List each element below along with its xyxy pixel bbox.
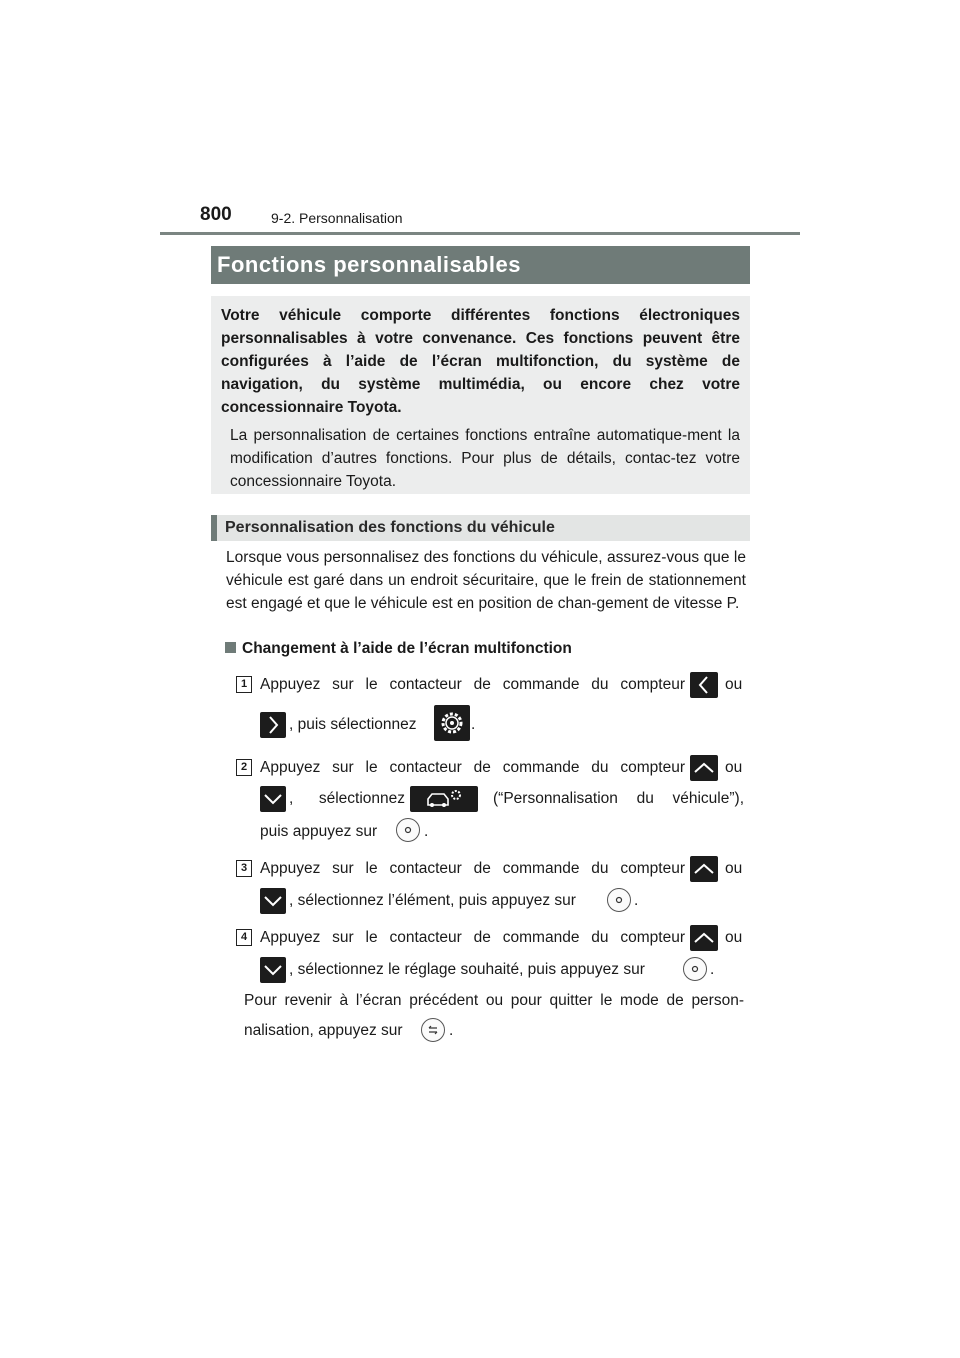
ok-button-icon [607, 888, 631, 912]
header-rule [160, 232, 800, 235]
intro-note: La personnalisation de certaines fonctions entraîne automatique-ment la modification d’autres fonctions. Pour plus de détails, contac-tez votre concessionnaire Toyota. [230, 427, 740, 490]
chevron-down-icon [260, 957, 286, 983]
intro-paragraph: Lorsque vous personnalisez des fonctions du véhicule, assurez-vous que le véhicule est garé dans un endroit sécuritaire, que le frein de stationnement est engagé et que le véhicule est en position de chan-gement de vitesse P. [226, 549, 746, 612]
step-or: ou [725, 860, 743, 877]
method-heading-text: Changement à l’aide de l’écran multifonction [242, 640, 572, 657]
intro-text: Votre véhicule comporte différentes fonctions électroniques personnalisables à votre convenance. Ces fonctions peuvent être configurées à l’aide de l’écran multifonction, du système de navigation, du système multimédia, ou encore chez votre concessionnaire Toyota. [221, 307, 740, 416]
chevron-down-icon [260, 786, 286, 812]
return-note: nalisation, appuyez sur [244, 1022, 403, 1039]
ok-button-icon [396, 818, 420, 842]
subheading: Personnalisation des fonctions du véhicule [211, 515, 750, 541]
vehicle-settings-icon [410, 786, 478, 812]
step-number: 4 [236, 929, 252, 946]
chevron-up-icon [690, 925, 718, 951]
page-number: 800 [200, 204, 232, 225]
settings-gear-icon [434, 705, 470, 741]
step-text: Appuyez sur le contacteur de commande du compteur [260, 860, 685, 877]
step-end: . [710, 961, 715, 978]
step-end: . [471, 716, 476, 733]
step-text: puis appuyez sur [260, 823, 378, 840]
step-end: . [634, 892, 639, 909]
step-text: Appuyez sur le contacteur de commande du compteur [260, 676, 685, 693]
step-end: . [424, 823, 429, 840]
step-number: 2 [236, 759, 252, 776]
step-text: Appuyez sur le contacteur de commande du compteur [260, 759, 685, 776]
step-or: ou [725, 759, 743, 776]
section-label: 9-2. Personnalisation [271, 210, 403, 226]
chevron-down-icon [260, 888, 286, 914]
step-number: 1 [236, 676, 252, 693]
step-text: , sélectionnez l’élément, puis appuyez sur [289, 892, 576, 909]
chevron-up-icon [690, 755, 718, 781]
step-text: , puis sélectionnez [289, 716, 417, 733]
step-or: ou [725, 676, 743, 693]
intro-box [211, 296, 750, 494]
chevron-right-icon [260, 712, 286, 738]
method-heading [225, 640, 572, 658]
ok-button-icon [683, 957, 707, 981]
back-button-icon [421, 1018, 445, 1042]
page-title: Fonctions personnalisables [211, 246, 750, 284]
step-or: ou [725, 929, 743, 946]
chevron-left-icon [690, 672, 718, 698]
step-text: , sélectionnez [289, 790, 405, 807]
step-text: Appuyez sur le contacteur de commande du compteur [260, 929, 685, 946]
return-note: Pour revenir à l’écran précédent ou pour quitter le mode de person- [244, 992, 744, 1009]
step-number: 3 [236, 860, 252, 877]
step-text: (“Personnalisation du véhicule”), [493, 790, 744, 807]
return-note-end: . [449, 1022, 454, 1039]
step-text: , sélectionnez le réglage souhaité, puis appuyez sur [289, 961, 645, 978]
chevron-up-icon [690, 856, 718, 882]
square-bullet-icon [225, 642, 236, 653]
